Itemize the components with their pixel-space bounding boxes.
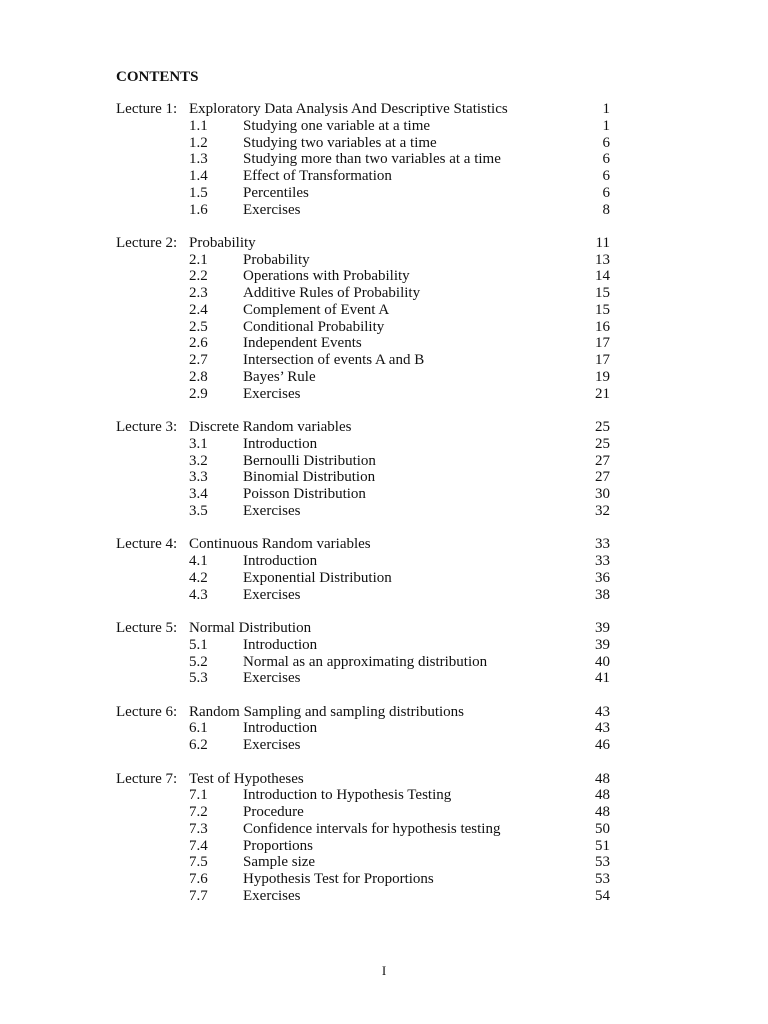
section-title: Exercises bbox=[243, 201, 301, 218]
section-number: 7.1 bbox=[189, 787, 208, 804]
section-page-number: 14 bbox=[595, 268, 610, 285]
section-page-number: 16 bbox=[595, 318, 610, 335]
section-number: 3.2 bbox=[189, 452, 208, 469]
section-number: 1.5 bbox=[189, 184, 208, 201]
section-number: 2.8 bbox=[189, 368, 208, 385]
section-title: Proportions bbox=[243, 837, 314, 854]
section-page-number: 6 bbox=[602, 168, 610, 184]
section-page-number: 48 bbox=[595, 787, 610, 804]
section-number: 4.1 bbox=[189, 553, 208, 570]
toc-section-entry[interactable] bbox=[116, 654, 616, 671]
toc-section-entry[interactable] bbox=[116, 871, 616, 888]
toc-section-entry[interactable] bbox=[116, 252, 616, 269]
lecture-page-number: 39 bbox=[595, 620, 610, 636]
section-page-number: 53 bbox=[595, 871, 610, 888]
toc-section-entry[interactable] bbox=[116, 854, 616, 871]
section-title: Exercises bbox=[243, 887, 301, 904]
section-number: 7.2 bbox=[189, 804, 208, 821]
toc-section-entry[interactable] bbox=[116, 888, 616, 905]
lecture-page-number: 1 bbox=[602, 101, 610, 117]
section-page-number: 6 bbox=[602, 151, 610, 168]
section-number: 6.2 bbox=[189, 737, 208, 754]
section-number: 3.1 bbox=[189, 435, 208, 452]
section-title: Effect of Transformation bbox=[243, 168, 392, 184]
section-number: 7.5 bbox=[189, 854, 208, 871]
section-title: Hypothesis Test for Proportions bbox=[243, 871, 434, 888]
contents-heading: CONTENTS bbox=[116, 69, 199, 85]
toc-lecture-block bbox=[116, 419, 616, 520]
toc-lecture-entry[interactable] bbox=[116, 536, 616, 553]
section-page-number: 17 bbox=[595, 352, 610, 369]
toc-section-entry[interactable] bbox=[116, 787, 616, 804]
toc-section-entry[interactable] bbox=[116, 587, 616, 604]
section-number: 2.5 bbox=[189, 318, 208, 335]
section-title: Bayes’ Rule bbox=[243, 368, 316, 385]
lecture-page-number: 25 bbox=[595, 419, 610, 436]
section-page-number: 19 bbox=[595, 368, 610, 385]
section-page-number: 46 bbox=[595, 737, 610, 754]
lecture-page-number: 33 bbox=[595, 536, 610, 553]
toc-section-entry[interactable] bbox=[116, 670, 616, 687]
section-page-number: 25 bbox=[595, 435, 610, 452]
section-title: Binomial Distribution bbox=[243, 469, 376, 486]
section-page-number: 48 bbox=[595, 804, 610, 821]
section-number: 2.1 bbox=[189, 251, 208, 268]
section-page-number: 36 bbox=[595, 569, 610, 586]
section-number: 3.4 bbox=[189, 486, 208, 503]
section-title: Normal as an approximating distribution bbox=[243, 653, 488, 670]
section-number: 5.1 bbox=[189, 636, 208, 653]
section-page-number: 15 bbox=[595, 285, 610, 302]
section-title: Introduction bbox=[243, 553, 318, 570]
toc-lecture-block bbox=[116, 101, 616, 218]
section-number: 1.3 bbox=[189, 151, 208, 168]
toc-section-entry[interactable] bbox=[116, 185, 616, 202]
toc-lecture-entry[interactable] bbox=[116, 419, 616, 436]
section-number: 7.3 bbox=[189, 820, 208, 837]
toc-lecture-block bbox=[116, 704, 616, 754]
section-title: Exponential Distribution bbox=[243, 569, 392, 586]
section-page-number: 27 bbox=[595, 452, 610, 469]
toc-section-entry[interactable] bbox=[116, 151, 616, 168]
section-title: Operations with Probability bbox=[243, 268, 410, 285]
section-number: 5.2 bbox=[189, 653, 208, 670]
toc-section-entry[interactable] bbox=[116, 486, 616, 503]
section-page-number: 54 bbox=[595, 887, 610, 904]
section-title: Exercises bbox=[243, 586, 301, 603]
toc-section-entry[interactable] bbox=[116, 436, 616, 453]
section-page-number: 6 bbox=[602, 184, 610, 201]
section-page-number: 6 bbox=[602, 134, 610, 151]
toc-section-entry[interactable] bbox=[116, 335, 616, 352]
section-page-number: 33 bbox=[595, 553, 610, 570]
section-number: 2.9 bbox=[189, 385, 208, 402]
section-title: Exercises bbox=[243, 670, 301, 687]
section-title: Probability bbox=[243, 251, 310, 268]
toc-section-entry[interactable] bbox=[116, 453, 616, 470]
toc-section-entry[interactable] bbox=[116, 838, 616, 855]
lecture-page-number: 48 bbox=[595, 770, 610, 787]
section-title: Procedure bbox=[243, 804, 304, 821]
toc-section-entry[interactable] bbox=[116, 202, 616, 219]
lecture-title: Normal Distribution bbox=[189, 620, 312, 636]
section-page-number: 8 bbox=[602, 201, 610, 218]
section-page-number: 53 bbox=[595, 854, 610, 871]
section-number: 1.1 bbox=[189, 117, 208, 134]
lecture-label: Lecture 3: bbox=[116, 419, 178, 436]
section-page-number: 15 bbox=[595, 301, 610, 318]
lecture-label: Lecture 4: bbox=[116, 536, 178, 553]
section-title: Exercises bbox=[243, 737, 301, 754]
toc-lecture-block bbox=[116, 620, 616, 687]
section-title: Sample size bbox=[243, 854, 316, 871]
toc-lecture-entry[interactable] bbox=[116, 704, 616, 721]
toc-section-entry[interactable] bbox=[116, 268, 616, 285]
toc-lecture-entry[interactable] bbox=[116, 235, 616, 252]
section-page-number: 27 bbox=[595, 469, 610, 486]
footer-page-number: I bbox=[381, 963, 387, 978]
toc-lecture-block bbox=[116, 536, 616, 603]
toc-section-entry[interactable] bbox=[116, 386, 616, 403]
section-number: 2.7 bbox=[189, 352, 208, 369]
section-number: 1.4 bbox=[189, 168, 208, 184]
section-page-number: 43 bbox=[595, 720, 610, 737]
section-number: 6.1 bbox=[189, 720, 208, 737]
section-title: Conditional Probability bbox=[243, 318, 385, 335]
toc-section-entry[interactable] bbox=[116, 553, 616, 570]
section-number: 2.3 bbox=[189, 285, 208, 302]
toc-section-entry[interactable] bbox=[116, 369, 616, 386]
section-number: 7.6 bbox=[189, 871, 208, 888]
section-number: 1.6 bbox=[189, 201, 208, 218]
lecture-page-number: 43 bbox=[595, 703, 610, 720]
section-title: Additive Rules of Probability bbox=[243, 285, 421, 302]
section-title: Confidence intervals for hypothesis testing bbox=[243, 820, 501, 837]
section-page-number: 17 bbox=[595, 335, 610, 352]
section-title: Studying more than two variables at a time bbox=[243, 151, 501, 168]
section-page-number: 40 bbox=[595, 653, 610, 670]
section-number: 7.7 bbox=[189, 887, 208, 904]
toc-lecture-block bbox=[116, 771, 616, 905]
section-title: Independent Events bbox=[243, 335, 362, 352]
section-page-number: 50 bbox=[595, 820, 610, 837]
toc-section-entry[interactable] bbox=[116, 352, 616, 369]
toc-section-entry[interactable] bbox=[116, 821, 616, 838]
section-page-number: 21 bbox=[595, 385, 610, 402]
section-title: Complement of Event A bbox=[243, 301, 390, 318]
lecture-label: Lecture 6: bbox=[116, 703, 178, 720]
section-number: 4.3 bbox=[189, 586, 208, 603]
lecture-label: Lecture 5: bbox=[116, 620, 178, 636]
section-number: 7.4 bbox=[189, 837, 208, 854]
lecture-label: Lecture 1: bbox=[116, 101, 178, 117]
toc-section-entry[interactable] bbox=[116, 302, 616, 319]
toc-section-entry[interactable] bbox=[116, 118, 616, 135]
lecture-title: Probability bbox=[189, 234, 256, 251]
section-title: Exercises bbox=[243, 385, 301, 402]
section-number: 3.3 bbox=[189, 469, 208, 486]
toc-lecture-entry[interactable] bbox=[116, 771, 616, 788]
lecture-title: Continuous Random variables bbox=[189, 536, 371, 553]
section-number: 1.2 bbox=[189, 134, 208, 151]
toc-section-entry[interactable] bbox=[116, 285, 616, 302]
toc-section-entry[interactable] bbox=[116, 720, 616, 737]
lecture-label: Lecture 2: bbox=[116, 234, 178, 251]
section-title: Introduction bbox=[243, 720, 318, 737]
section-number: 2.4 bbox=[189, 301, 208, 318]
section-title: Introduction bbox=[243, 636, 318, 653]
toc-section-entry[interactable] bbox=[116, 168, 616, 185]
page-footer bbox=[0, 963, 768, 979]
section-title: Exercises bbox=[243, 502, 301, 519]
toc-section-entry[interactable] bbox=[116, 804, 616, 821]
lecture-title: Random Sampling and sampling distributions bbox=[189, 703, 464, 720]
section-title: Introduction bbox=[243, 435, 318, 452]
section-title: Percentiles bbox=[243, 184, 309, 201]
toc-section-entry[interactable] bbox=[116, 469, 616, 486]
section-number: 2.2 bbox=[189, 268, 208, 285]
section-page-number: 51 bbox=[595, 837, 610, 854]
toc-section-entry[interactable] bbox=[116, 135, 616, 152]
section-number: 5.3 bbox=[189, 670, 208, 687]
section-number: 2.6 bbox=[189, 335, 208, 352]
section-page-number: 32 bbox=[595, 502, 610, 519]
toc-section-entry[interactable] bbox=[116, 570, 616, 587]
section-title: Intersection of events A and B bbox=[243, 352, 425, 369]
toc-section-entry[interactable] bbox=[116, 319, 616, 336]
section-number: 3.5 bbox=[189, 502, 208, 519]
section-title: Introduction to Hypothesis Testing bbox=[243, 787, 452, 804]
section-page-number: 1 bbox=[602, 117, 610, 134]
lecture-title: Exploratory Data Analysis And Descriptive Statistics bbox=[189, 101, 508, 117]
lecture-title: Discrete Random variables bbox=[189, 419, 352, 436]
section-title: Studying one variable at a time bbox=[243, 117, 431, 134]
toc-section-entry[interactable] bbox=[116, 737, 616, 754]
table-of-contents bbox=[116, 101, 616, 921]
lecture-label: Lecture 7: bbox=[116, 770, 178, 787]
section-title: Poisson Distribution bbox=[243, 486, 366, 503]
section-title: Studying two variables at a time bbox=[243, 134, 437, 151]
toc-lecture-block bbox=[116, 235, 616, 403]
toc-lecture-entry[interactable] bbox=[116, 620, 616, 637]
lecture-title: Test of Hypotheses bbox=[189, 770, 304, 787]
section-page-number: 39 bbox=[595, 636, 610, 653]
lecture-page-number: 11 bbox=[595, 234, 610, 251]
section-page-number: 30 bbox=[595, 486, 610, 503]
toc-section-entry[interactable] bbox=[116, 637, 616, 654]
section-page-number: 13 bbox=[595, 251, 610, 268]
toc-section-entry[interactable] bbox=[116, 503, 616, 520]
section-page-number: 41 bbox=[595, 670, 610, 687]
toc-lecture-entry[interactable] bbox=[116, 101, 616, 118]
section-title: Bernoulli Distribution bbox=[243, 452, 376, 469]
section-page-number: 38 bbox=[595, 586, 610, 603]
section-number: 4.2 bbox=[189, 569, 208, 586]
